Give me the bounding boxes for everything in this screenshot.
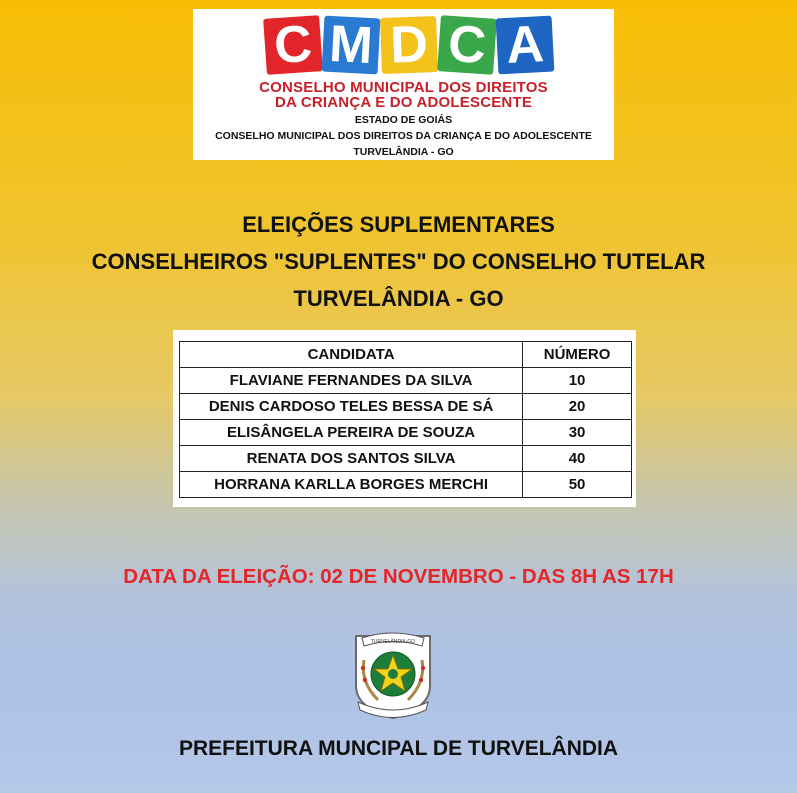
candidate-number: 10 — [523, 368, 632, 394]
heading-line1: ELEIÇÕES SUPLEMENTARES — [242, 212, 555, 237]
candidate-name: ELISÂNGELA PEREIRA DE SOUZA — [180, 420, 523, 446]
municipal-coat-of-arms-icon — [348, 626, 438, 722]
cmdca-logo — [193, 9, 614, 160]
table-row — [180, 394, 632, 420]
emblem-banner-text: TURVELÂNDIA-GO — [370, 639, 416, 645]
logo-council: CONSELHO MUNICIPAL DOS DIREITOS DA CRIANÇA E DO ADOLESCENTE — [215, 130, 592, 142]
heading-line3: TURVELÂNDIA - GO — [293, 286, 504, 311]
candidate-name: DENIS CARDOSO TELES BESSA DE SÁ — [180, 394, 523, 420]
candidate-number: 20 — [523, 394, 632, 420]
table-header-row — [180, 342, 632, 368]
logo-letter-c: C — [263, 15, 323, 75]
table-row — [180, 446, 632, 472]
logo-letter-d: D — [380, 16, 438, 74]
candidates-table — [179, 341, 632, 498]
logo-state: ESTADO DE GOIÁS — [354, 114, 453, 126]
table-row — [180, 472, 632, 498]
candidate-number: 50 — [523, 472, 632, 498]
candidate-name: FLAVIANE FERNANDES DA SILVA — [180, 368, 523, 394]
logo-subtitle-line2: DA CRIANÇA E DO ADOLESCENTE — [274, 94, 533, 111]
column-header-number: NÚMERO — [523, 342, 632, 368]
candidates-table-panel — [173, 330, 636, 507]
candidate-number: 30 — [523, 420, 632, 446]
election-date: DATA DA ELEIÇÃO: 02 DE NOVEMBRO - DAS 8H AS 17H — [123, 565, 674, 588]
table-row — [180, 368, 632, 394]
candidate-name: RENATA DOS SANTOS SILVA — [180, 446, 523, 472]
cmdca-letters — [265, 14, 553, 76]
column-header-candidate: CANDIDATA — [180, 342, 523, 368]
logo-letter-a: A — [496, 16, 555, 75]
logo-letter-m: M — [322, 16, 381, 75]
candidate-number: 40 — [523, 446, 632, 472]
table-row — [180, 420, 632, 446]
logo-subtitle-line1: CONSELHO MUNICIPAL DOS DIREITOS — [259, 79, 548, 96]
footer-title: PREFEITURA MUNCIPAL DE TURVELÂNDIA — [178, 737, 619, 760]
candidate-name: HORRANA KARLLA BORGES MERCHI — [180, 472, 523, 498]
heading-line2: CONSELHEIROS "SUPLENTES" DO CONSELHO TUTELAR — [91, 249, 706, 274]
logo-city: TURVELÂNDIA - GO — [353, 146, 454, 158]
logo-letter-c2: C — [437, 15, 497, 75]
